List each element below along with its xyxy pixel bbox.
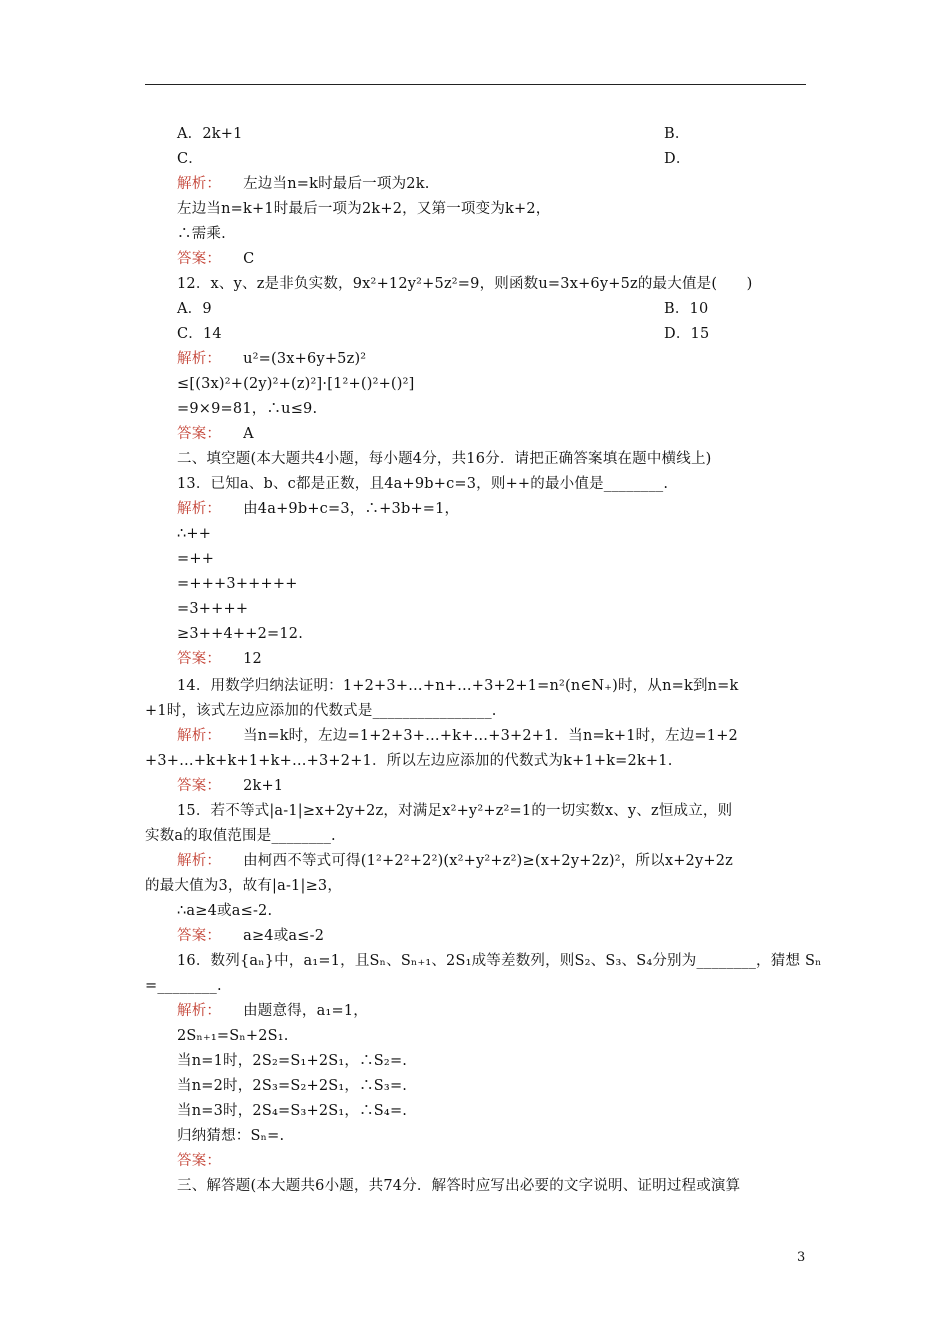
line-text: 三、解答题(本大题共6小题，共74分．解答时应写出必要的文字说明、证明过程或演算 [177,1178,741,1194]
text-line [177,174,430,194]
text-line [177,324,710,344]
line-text: ≤[(3x)²+(2y)²+(z)²]·[1²+()²+()²] [177,376,415,392]
text-line [177,424,254,444]
text-line [177,1001,368,1021]
answer-label: 解析： [177,176,222,192]
line-text: ∴a≥4或a≤-2. [177,903,273,919]
text-line [177,1151,243,1171]
answer-label: 答案： [177,1153,222,1169]
line-text: ∴++ [177,526,212,542]
answer-label: 答案： [177,778,222,794]
line-text: 由柯西不等式可得(1²+2²+2²)(x²+y²+z²)≥(x+2y+2z)²，所以x+2y+2z [243,853,733,869]
line-text: ∴需乘. [177,226,226,242]
text-line [177,801,732,821]
answer-label: 解析： [177,728,222,744]
text-line [177,1051,407,1071]
line-text: 当n=3时，2S₄=S₃+2S₁，∴S₄=. [177,1103,408,1119]
text-line [145,976,222,996]
answer-label: 解析： [177,501,222,517]
text-line [177,676,739,696]
text-line [177,349,366,369]
line-text: =+++3+++++ [177,576,298,592]
text-line [177,1076,407,1096]
line-text: 16．数列{aₙ}中，a₁=1，且Sₙ、Sₙ₊₁、2S₁成等差数列，则S₂、S₃、S₄分别为________，猜想 Sₙ [177,953,822,969]
line-text: +3+…+k+k+1+k+…+3+2+1．所以左边应添加的代数式为k+1+k=2k+1. [145,753,673,769]
text-line [177,1126,284,1146]
line-text: 2k+1 [243,778,284,794]
text-line [145,826,336,846]
line-text: 左边当n=k时最后一项为2k. [243,176,430,192]
text-line [177,399,317,419]
answer-label: 解析： [177,1003,222,1019]
line-text: 15．若不等式|a-1|≥x+2y+2z，对满足x²+y²+z²=1的一切实数x、y、z恒成立，则 [177,803,733,819]
line-text: =9×9=81，∴u≤9. [177,401,318,417]
line-text: ≥3++4++2=12. [177,626,304,642]
line-text: 12．x、y、z是非负实数，9x²+12y²+5z²=9，则函数u=3x+6y+5z的最大值是( ) [177,276,753,292]
line-text: C．14 [177,326,222,342]
text-line [177,1026,289,1046]
answer-label: 答案： [177,426,222,442]
text-line [177,926,324,946]
text-line [177,599,248,619]
text-line [177,499,459,519]
line-text: A．9 [177,301,212,317]
text-line [177,524,211,544]
option-right: D． [664,151,691,167]
answer-label: 解析： [177,351,222,367]
text-line [177,1101,407,1121]
text-line [177,776,283,796]
line-text: 2Sₙ₊₁=Sₙ+2S₁. [177,1028,289,1044]
line-text: +1时，该式左边应添加的代数式是________________. [145,703,497,719]
text-line [145,751,673,771]
text-line [177,474,668,494]
page-number: 3 [797,1250,806,1265]
line-text: 的最大值为3，故有|a-1|≥3， [145,878,343,894]
text-line [177,449,712,469]
text-line [177,299,709,319]
line-text: 由题意得，a₁=1， [243,1003,368,1019]
option-right: B．10 [664,301,709,317]
text-line [177,149,691,169]
line-text: A．2k+1 [177,126,243,142]
text-line [177,549,214,569]
text-line [177,249,254,269]
text-line [145,701,497,721]
line-text: 当n=2时，2S₃=S₂+2S₁，∴S₃=. [177,1078,408,1094]
text-line [145,876,342,896]
option-right: D．15 [664,326,710,342]
answer-label: 答案： [177,928,222,944]
line-text: 实数a的取值范围是________. [145,828,336,844]
text-line [177,951,822,971]
line-text: 当n=1时，2S₂=S₁+2S₁，∴S₂=. [177,1053,408,1069]
answer-label: 答案： [177,251,222,267]
text-line [177,624,303,644]
text-line [177,851,733,871]
text-line [177,574,298,594]
line-text: 左边当n=k+1时最后一项为2k+2，又第一项变为k+2， [177,201,551,217]
line-text: u²=(3x+6y+5z)² [243,351,367,367]
line-text: =________. [145,978,222,994]
text-line [177,726,738,746]
line-text: A [243,426,254,442]
line-text: a≥4或a≤-2 [243,928,325,944]
text-line [177,1176,740,1196]
text-line [177,374,415,394]
answer-label: 答案： [177,651,222,667]
option-right: B． [664,126,690,142]
line-text: 当n=k时，左边=1+2+3+…+k+…+3+2+1．当n=k+1时，左边=1+2 [243,728,738,744]
text-line [177,274,752,294]
line-text: 由4a+9b+c=3，∴+3b+=1， [243,501,460,517]
text-line [177,199,551,219]
line-text: C [243,251,255,267]
line-text: =3++++ [177,601,249,617]
answer-label: 解析： [177,853,222,869]
text-line [177,124,690,144]
line-text: 归纳猜想：Sₙ=. [177,1128,285,1144]
text-line [177,224,226,244]
line-text: C． [177,151,203,167]
line-text: =++ [177,551,215,567]
text-line [177,901,272,921]
text-line [177,649,262,669]
line-text: 12 [243,651,262,667]
line-text: 二、填空题(本大题共4小题，每小题4分，共16分．请把正确答案填在题中横线上) [177,451,712,467]
line-text: 13．已知a、b、c都是正数，且4a+9b+c=3，则++的最小值是________. [177,476,669,492]
line-text: 14．用数学归纳法证明：1+2+3+…+n+…+3+2+1=n²(n∈N₊)时，从n=k到n=k [177,678,739,694]
header-rule [145,84,806,85]
